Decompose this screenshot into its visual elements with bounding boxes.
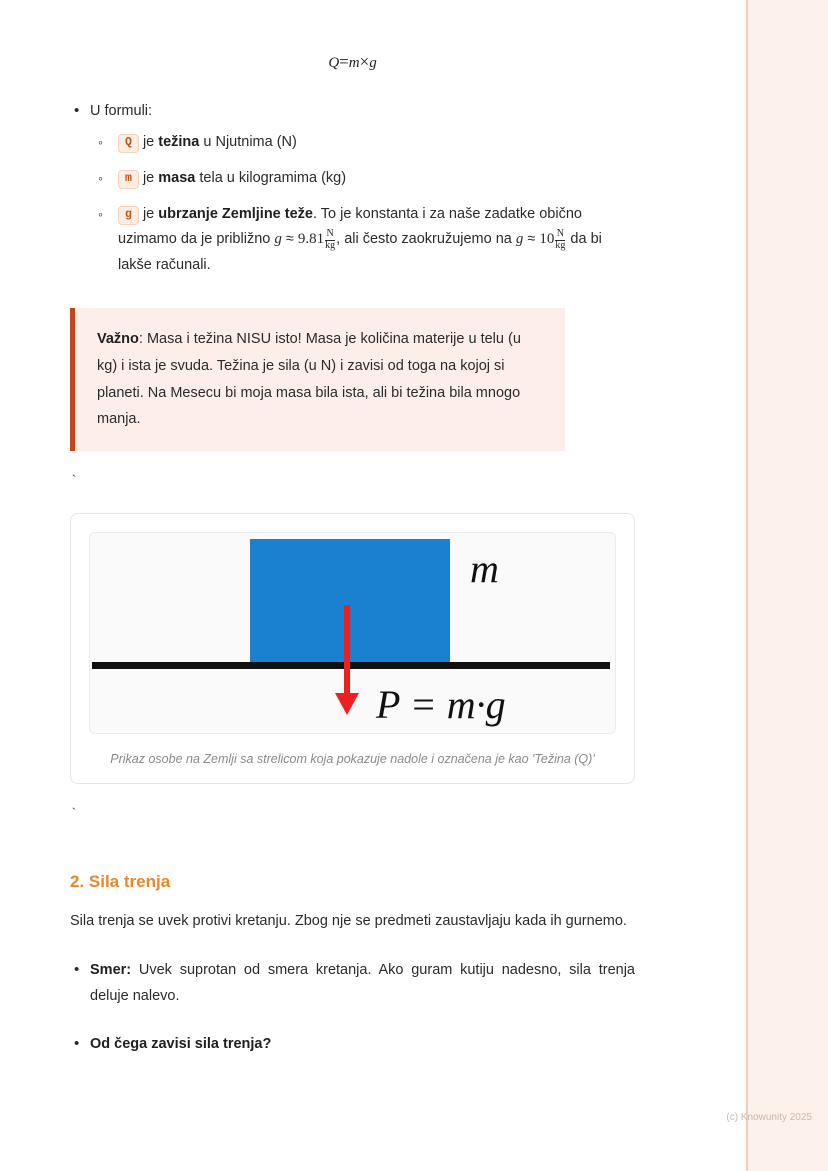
figure-canvas xyxy=(89,532,616,734)
weight-arrow-icon xyxy=(344,605,350,697)
formula-equals: = xyxy=(339,52,349,71)
definition-bold: težina xyxy=(158,134,200,151)
definition-post: tela u kilogramima (kg) xyxy=(195,170,347,187)
list-item xyxy=(70,100,635,278)
block-rectangle xyxy=(250,539,450,662)
unit-numerator: N xyxy=(556,228,565,240)
approx-sign-2: ≈ xyxy=(527,231,536,248)
callout-text: : Masa i težina NISU isto! Masa je količina materije u telu (u kg) i ista je svuda. Težina je sila (u N) i zavisi od toga na kojoj si planeti. Na Mesecu bi moja masa bila ista, ali bi težina bila mnogo manja. xyxy=(97,331,521,428)
list-item xyxy=(90,166,635,191)
definition-bold: masa xyxy=(158,170,196,187)
weight-formula xyxy=(70,52,635,72)
unit-numerator: N xyxy=(326,228,334,240)
friction-bullet-list xyxy=(70,957,635,1057)
approx-sign: ≈ xyxy=(285,231,294,248)
document-content xyxy=(70,0,635,1079)
symbol-g-code: g xyxy=(118,206,139,225)
definition-mid: , ali često zaokružujemo na xyxy=(336,231,516,248)
definition-tail: da bi lakše računali. xyxy=(118,231,602,274)
formula-lhs: Q xyxy=(328,55,340,71)
unit-fraction-1 xyxy=(325,229,335,251)
formula-explanation-list xyxy=(70,100,635,278)
copyright-footer: (c) Knowunity 2025 xyxy=(726,1112,812,1123)
definition-pre: je xyxy=(142,134,159,151)
unit-denominator: kg xyxy=(325,239,336,251)
symbol-Q-code: Q xyxy=(118,134,139,153)
intro-text: U formuli: xyxy=(90,103,153,119)
bullet-text: Uvek suprotan od smera kretanja. Ako guram kutiju nadesno, sila trenja deluje nalevo. xyxy=(90,961,635,1004)
section-heading-friction: 2. Sila trenja xyxy=(70,872,171,892)
weight-figure xyxy=(70,513,635,784)
list-item xyxy=(90,202,635,278)
page-side-strip xyxy=(746,0,828,1171)
friction-paragraph: Sila trenja se uvek protivi kretanju. Zbog nje se predmeti zaustavljaju kada ih gurnemo. xyxy=(70,913,627,930)
g-symbol: g xyxy=(274,231,282,248)
formula-gravity: g xyxy=(369,55,377,71)
definition-pre: je xyxy=(142,206,159,223)
stray-backtick-bottom: ` xyxy=(70,806,78,822)
symbol-m-code: m xyxy=(118,170,139,189)
block-mass-label: m xyxy=(470,546,499,592)
definition-pre: je xyxy=(142,170,159,187)
formula-times: × xyxy=(359,52,370,71)
figure-caption: Prikaz osobe na Zemlji sa strelicom koja pokazuje nadole i označena je kao 'Težina (Q)' xyxy=(110,752,595,767)
g-value-2: 10 xyxy=(539,231,555,248)
formula-mass: m xyxy=(348,55,360,71)
list-item xyxy=(70,957,635,1009)
list-item xyxy=(90,130,635,155)
unit-denominator: kg xyxy=(555,239,566,251)
definition-bold: ubrzanje Zemljine teže xyxy=(158,206,313,223)
definition-list xyxy=(90,130,635,278)
definition-post: . To je konstanta i za naše zadatke obično uzimamo da je približno xyxy=(118,206,582,248)
list-item xyxy=(70,1031,635,1057)
g-symbol-2: g xyxy=(515,231,524,248)
bullet-bold: Od čega zavisi sila trenja? xyxy=(90,1036,272,1053)
bullet-bold: Smer: xyxy=(90,961,132,978)
stray-backtick-top: ` xyxy=(70,473,78,489)
ground-line xyxy=(92,662,610,669)
callout-label: Važno xyxy=(97,331,139,348)
unit-fraction-2 xyxy=(555,229,565,251)
important-callout xyxy=(70,308,565,451)
definition-post: u Njutnima (N) xyxy=(199,134,297,151)
force-equation-label: P = m·g xyxy=(376,682,506,728)
g-value-1: 9.81 xyxy=(297,231,325,248)
